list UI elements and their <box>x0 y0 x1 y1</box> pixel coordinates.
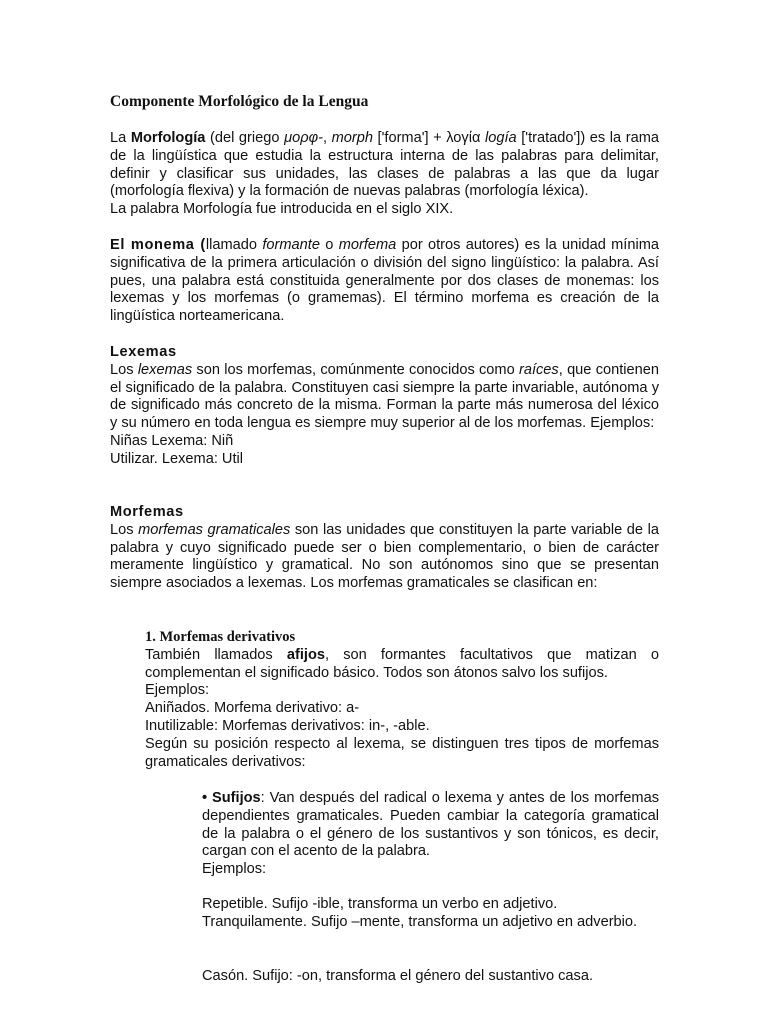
sufijos-ejemplos-label: Ejemplos: <box>202 861 267 878</box>
monema-text <box>110 237 659 326</box>
term-lexemas: lexemas <box>137 361 193 378</box>
morfologia-text <box>110 130 659 201</box>
term-raices: raíces <box>518 361 559 378</box>
text-run: : Van después del radical o lexema y antes de los morfemas dependientes gramaticales. Pueden cambiar la categoría gramatical de la palabra o el género de los sustantivos y son tónicos, es decir, cargan con el acento de la palabra. <box>202 790 659 860</box>
paragraph-morfologia <box>110 130 659 219</box>
text-run: ['forma'] + λογία <box>372 130 485 146</box>
section-morfemas <box>110 504 659 593</box>
term-morfema: morfema <box>338 237 397 253</box>
morfologia-last-line: La palabra Morfología fue introducida en el siglo XIX. <box>110 201 454 218</box>
greek-term: μορφ- <box>284 130 323 146</box>
text-run: Los <box>110 361 138 378</box>
text-run: , son formantes facultativos que matizan o complementan el significado básico. Todos son átonos salvo los sufijos. <box>145 646 659 681</box>
heading-derivativos: 1. Morfemas derivativos <box>145 629 296 645</box>
text-run: son las unidades que constituyen la parte variable de la palabra y cuyo significado puede ser o bien complementario, o bien de carácter meramente lingüístico y gramatical. No son autónomos sino que se presentan siempre asociados a lexemas. Los morfemas gramaticales se clasifican en: <box>110 521 659 592</box>
term-afijos: afijos <box>286 646 326 663</box>
text-run: son los morfemas, comúnmente conocidos como <box>192 361 519 378</box>
sufijos-example-2: Tranquilamente. Sufijo –mente, transforma un adjetivo en adverbio. <box>202 913 638 930</box>
text-run: Los <box>110 521 139 538</box>
derivativos-example-1: Aniñados. Morfema derivativo: a- <box>145 700 360 717</box>
term-monema: El monema ( <box>110 237 206 253</box>
section-sufijos <box>202 790 659 879</box>
text-run: También llamados <box>145 646 287 663</box>
heading-lexemas: Lexemas <box>110 344 177 360</box>
sufijos-example-3-block <box>202 968 659 986</box>
text-run: , <box>322 130 332 146</box>
text-run: ['tratado']) es la rama de la lingüística que estudia la estructura interna de las palabras para delimitar, definir y clasificar sus unidades, las clases de palabras a las que da lugar (morfología flexiva) y la formación de nuevas palabras (morfología léxica). <box>110 130 659 200</box>
derivativos-ejemplos-label: Ejemplos: <box>145 682 210 699</box>
derivativos-text <box>145 647 659 683</box>
text-run: La <box>110 130 131 146</box>
section-lexemas <box>110 344 659 469</box>
lexemas-example-2: Utilizar. Lexema: Util <box>110 450 244 467</box>
term-sufijos: Sufijos <box>212 790 261 806</box>
text-run: , que contienen el significado de la palabra. Constituyen casi siempre la parte invariable, autónoma y de significado más concreto de la misma. Forman la parte más numerosa del léxico y su número en toda lengua es siempre muy superior al de los morfemas. Ejemplos: <box>110 361 659 432</box>
sufijos-text <box>202 790 659 861</box>
term-morfologia: Morfología <box>130 130 206 146</box>
term-formante: formante <box>262 237 320 253</box>
text-run: (del griego <box>205 130 285 146</box>
derivativos-posicion-text: Según su posición respecto al lexema, se distinguen tres tipos de morfemas gramaticales derivativos: <box>145 735 659 770</box>
paragraph-monema <box>110 237 659 326</box>
sufijos-example-1: Repetible. Sufijo -ible, transforma un verbo en adjetivo. <box>202 896 558 912</box>
sufijos-example-3: Casón. Sufijo: -on, transforma el género del sustantivo casa. <box>202 968 593 984</box>
derivativos-example-2: Inutilizable: Morfemas derivativos: in-, -able. <box>145 717 430 734</box>
sufijos-examples <box>202 896 659 932</box>
term-morph: morph <box>331 130 373 146</box>
lexemas-example-1: Niñas Lexema: Niñ <box>110 432 234 449</box>
heading-morfemas: Morfemas <box>110 504 184 520</box>
text-run: llamado <box>205 237 263 253</box>
text-run: o <box>319 237 339 253</box>
page-title: Componente Morfológico de la Lengua <box>110 93 369 110</box>
section-derivativos <box>145 629 659 771</box>
lexemas-text <box>110 362 659 433</box>
text-run: por otros autores) es la unidad mínima significativa de la primera articulación o división del signo lingüístico: la palabra. Así pues, una palabra está constituida generalmente por dos clases de monemas: los lexemas y los morfemas (o gramemas). El término morfema es creación de la lingüística norteamericana. <box>110 237 659 325</box>
morfemas-text <box>110 522 659 593</box>
bullet-icon: • <box>202 790 208 806</box>
term-logia: logía <box>485 130 517 146</box>
term-morfemas-gramaticales: morfemas gramaticales <box>138 521 291 538</box>
